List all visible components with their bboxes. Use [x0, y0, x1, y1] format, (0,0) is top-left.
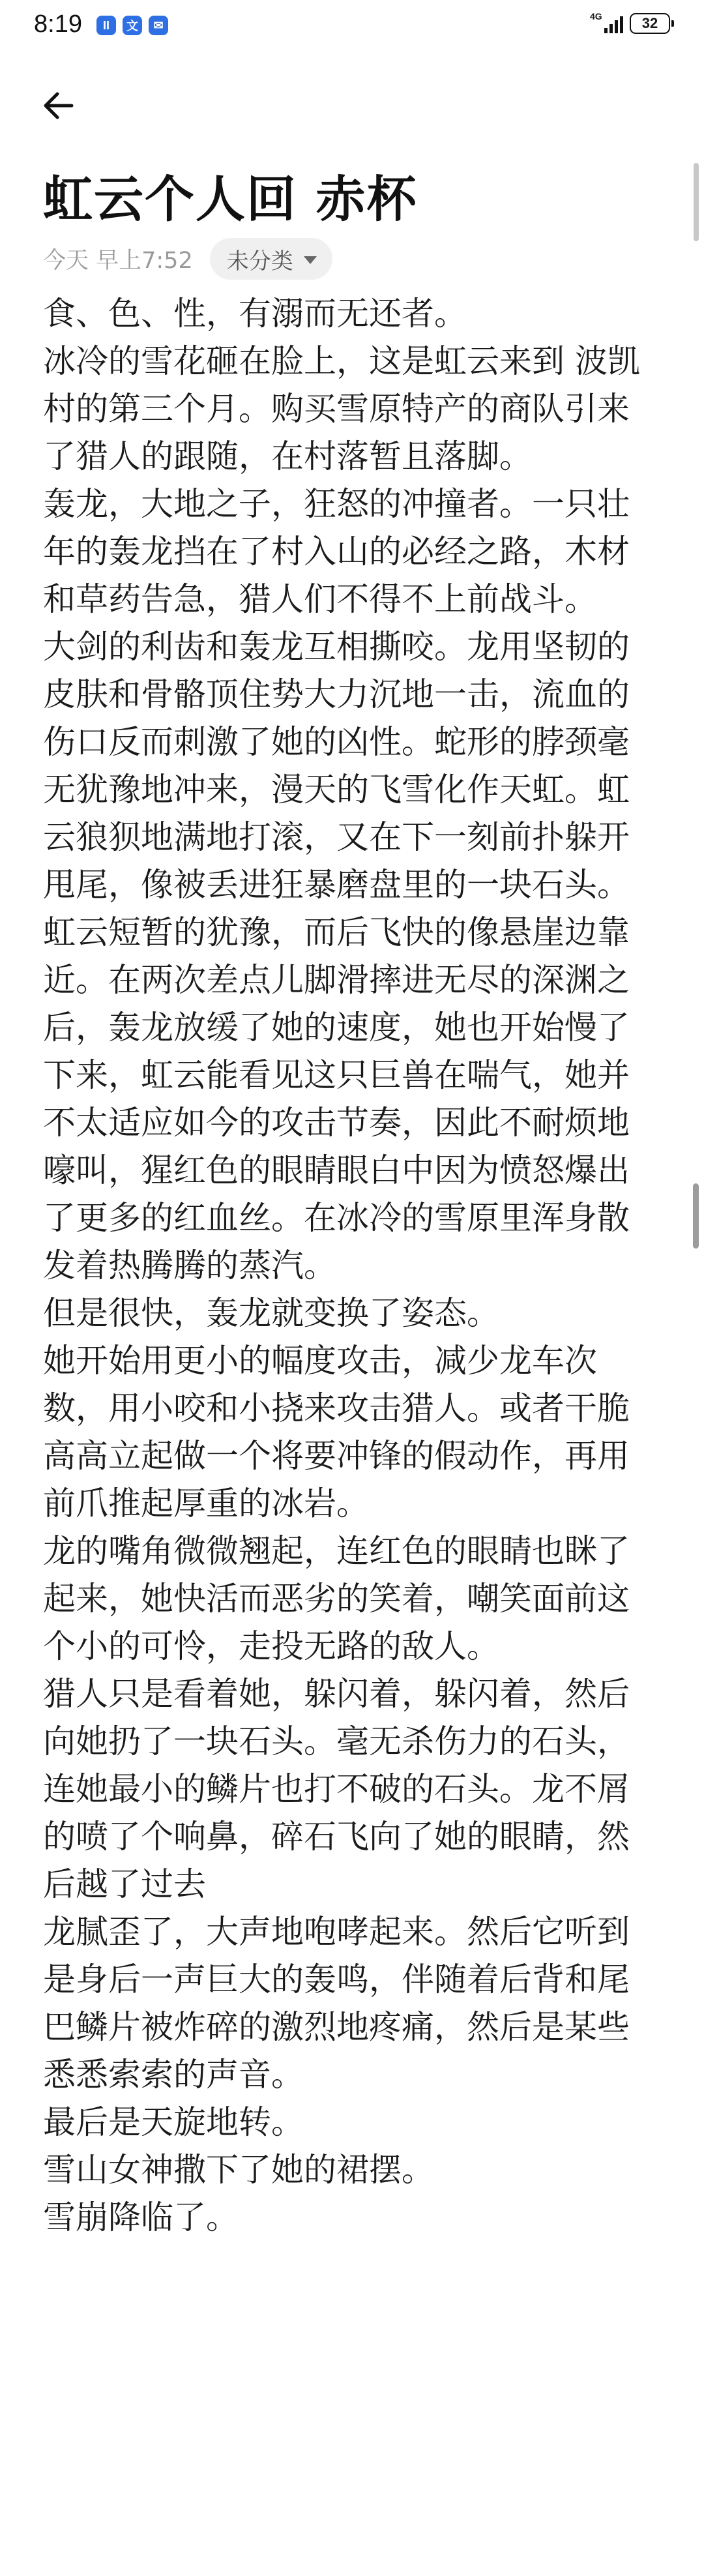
category-selector[interactable] — [210, 238, 332, 280]
note-text-line: 后越了过去 — [43, 1865, 206, 1903]
note-text-line: 近。在两次差点儿脚滑摔进无尽的深渊之 — [43, 961, 630, 999]
note-text-line: 云狼狈地满地打滚，又在下一刻前扑躲开 — [43, 818, 630, 856]
note-text-line: 是身后一声巨大的轰鸣，伴随着后背和尾 — [43, 1961, 630, 1998]
note-text-line: 个小的可怜，走投无路的敌人。 — [43, 1627, 499, 1665]
note-text-line: 嚎叫，猩红色的眼睛眼白中因为愤怒爆出 — [43, 1151, 630, 1189]
scrollbar-thumb[interactable] — [693, 1183, 699, 1249]
status-app-icons — [96, 16, 168, 35]
note-text-line: 皮肤和骨骼顶住势大力沉地一击，流血的 — [43, 675, 630, 713]
cellular-signal-icon — [590, 11, 623, 33]
category-label: 未分类 — [226, 248, 293, 274]
note-text-line: 起来，她快活而恶劣的笑着，嘲笑面前这 — [43, 1580, 630, 1618]
battery-level: 32 — [641, 15, 658, 31]
note-text-line: 前爪推起厚重的冰岩。 — [43, 1485, 369, 1522]
note-text-line: 发着热腾腾的蒸汽。 — [43, 1247, 336, 1284]
note-body[interactable] — [43, 290, 662, 2242]
note-text-line: 和草药告急，猎人们不得不上前战斗。 — [43, 580, 597, 618]
note-text-line: 食、色、性，有溺而无还者。 — [43, 295, 467, 333]
message-app-icon: ✉ — [149, 16, 168, 35]
status-time: 8:19 — [34, 10, 82, 38]
note-text-line: 悉悉索索的声音。 — [43, 2056, 304, 2094]
note-text-line: 轰龙，大地之子，狂怒的冲撞者。一只壮 — [43, 485, 630, 523]
note-date: 今天 早上7:52 — [43, 248, 193, 274]
note-text-line: 大剑的利齿和轰龙互相撕咬。龙用坚韧的 — [43, 628, 630, 666]
note-text-line: 伤口反而刺激了她的凶性。蛇形的脖颈毫 — [43, 723, 630, 761]
header-scroll-indicator — [694, 163, 699, 241]
note-text-line: 雪山女神撒下了她的裙摆。 — [43, 2151, 434, 2189]
back-button[interactable] — [39, 85, 91, 137]
status-indicators — [590, 11, 670, 34]
arrow-left-icon — [39, 85, 81, 126]
note-text-line: 猎人只是看着她，躲闪着，躲闪着，然后 — [43, 1675, 630, 1713]
note-text-line: 无犹豫地冲来，漫天的飞雪化作天虹。虹 — [43, 771, 630, 808]
note-text-line: 了更多的红血丝。在冰冷的雪原里浑身散 — [43, 1199, 630, 1237]
battery-icon — [630, 13, 670, 34]
note-text-line: 连她最小的鳞片也打不破的石头。龙不屑 — [43, 1770, 630, 1808]
chevron-down-icon — [304, 256, 317, 264]
note-text-line: 龙腻歪了，大声地咆哮起来。然后它听到 — [43, 1913, 630, 1951]
note-text-line: 她开始用更小的幅度攻击，减少龙车次 — [43, 1342, 597, 1380]
note-text-line: 下来，虹云能看见这只巨兽在喘气，她并 — [43, 1056, 630, 1094]
note-text-line: 龙的嘴角微微翘起，连红色的眼睛也眯了 — [43, 1532, 630, 1570]
network-type-label: 4G — [590, 11, 602, 22]
note-text-line: 的喷了个响鼻，碎石飞向了她的眼睛，然 — [43, 1818, 630, 1856]
note-text-line: 向她扔了一块石头。毫无杀伤力的石头， — [43, 1723, 630, 1760]
note-text-line: 数，用小咬和小挠来攻击猎人。或者干脆 — [43, 1389, 630, 1427]
note-text-line: 雪崩降临了。 — [43, 2198, 239, 2236]
note-text-line: 后，轰龙放缓了她的速度，她也开始慢了 — [43, 1009, 630, 1046]
note-text-line: 高高立起做一个将要冲锋的假动作，再用 — [43, 1437, 630, 1475]
note-text-line: 虹云短暂的犹豫，而后飞快的像悬崖边靠 — [43, 913, 630, 951]
note-text-line: 冰冷的雪花砸在脸上，这是虹云来到 波凯 — [43, 342, 640, 380]
status-bar — [0, 0, 704, 59]
note-text-line: 年的轰龙挡在了村入山的必经之路，木材 — [43, 533, 630, 570]
note-meta — [43, 238, 332, 280]
note-text-line: 最后是天旋地转。 — [43, 2103, 304, 2141]
note-text-line: 巴鳞片被炸碎的激烈地疼痛，然后是某些 — [43, 2008, 630, 2046]
app-notification-icon: II — [96, 16, 116, 35]
note-text-line: 不太适应如今的攻击节奏，因此不耐烦地 — [43, 1104, 630, 1142]
note-title[interactable]: 虹云个人回 赤杯 — [43, 170, 418, 228]
translate-app-icon: 文 — [123, 16, 142, 35]
note-text-line: 但是很快，轰龙就变换了姿态。 — [43, 1294, 499, 1332]
note-text-line: 了猎人的跟随，在村落暂且落脚。 — [43, 437, 532, 475]
note-text-line: 甩尾，像被丢进狂暴磨盘里的一块石头。 — [43, 866, 630, 904]
note-text-line: 村的第三个月。购买雪原特产的商队引来 — [43, 390, 630, 428]
